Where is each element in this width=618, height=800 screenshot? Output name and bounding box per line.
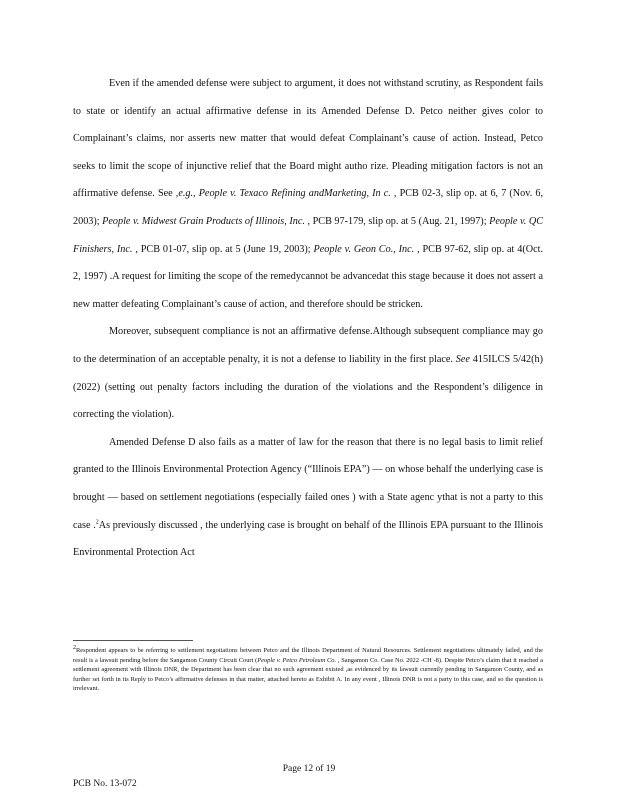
docket-number: PCB No. 13-072 <box>73 779 137 789</box>
footnote-reference[interactable]: 2 <box>95 519 99 526</box>
citation: ,e.g., People v. Texaco Refining andMarketing, In c. <box>175 188 391 200</box>
footnote-2: $^2$Respondent appears to be referring to settlement negotiations between Petco and the Illinois Department of Natural Resources. Settlement negotiations ultimately failed, and the result is a lawsuit pending before the Sangamon County Circuit Court (People v. Petco Petroleum Co. , Sangamon Co. Case No. 2022 -CH -8). Despite Petco’s claim that it reached a settlement agreement with Illinois DNR, the Department has been clear that no such agreement existed ,as evidenced by its lawsuit currently pending in Sangamon County, and as further set forth in its Reply to Petco’s affirmative defenses in that matter, attached hereto as Exhibit A. In any event , Illinois DNR is not a party to this case, and so the question is irrelevant. <box>73 644 543 693</box>
paragraph-1: Even if the amended defense were subject to argument, it does not withstand scrutiny, as Respondent fails to state or identify an actual affirmative defense in its Amended Defense D. Petco neither gives color to Complainant’s claims, nor asserts new matter that would defeat Complainant’s cause of action. Instead, Petco seeks to limit the scope of injunctive relief that the Board might autho rize. Pleading mitigation factors is not an affirmative defense. See ,e.g., People v. Texaco Refining andMarketing, In c. , PCB 02-3, slip op. at 6, 7 (Nov. 6, 2003); People v. Midwest Grain Products of Illinois, Inc. , PCB 97-179, slip op. at 5 (Aug. 21, 1997); People v. QC Finishers, Inc. , PCB 01-07, slip op. at 5 (June 19, 2003); People v. Geon Co., Inc. , PCB 97-62, slip op. at 4(Oct. 2, 1997) .A request for limiting the scope of the remedycannot be advancedat this stage because it does not assert a new matter defeating Complainant’s cause of action, and therefore should be stricken. <box>73 78 544 310</box>
footnote-separator <box>73 640 193 641</box>
page-number: Page 12 of 19 <box>282 764 336 774</box>
citation: People v. Geon Co., Inc. <box>313 243 415 255</box>
citation: People v. Petco Petroleum Co. <box>257 656 337 664</box>
paragraph-3: Amended Defense D also fails as a matter of law for the reason that there is no legal basis to limit relief granted to the Illinois Environmental Protection Agency (“Illinois EPA”) — on whose behalf the underlying case is brought — based on settlement negotiations (especially failed ones ) with a State agenc ythat is not a party to this case .$^2$As previously discussed , the underlying case is brought on behalf of the Illinois EPA pursuant to the Illinois Environmental Protection Act <box>73 436 543 559</box>
footnote-mark: 2 <box>73 644 76 651</box>
paragraph-2: Moreover, subsequent compliance is not an affirmative defense.Although subsequent compliance may go to the determination of an acceptable penalty, it is not a defense to liability in the first place. See 415ILCS 5/42(h) (2022) (setting out penalty factors including the duration of the violations and the Respondent’s diligence in correcting the violation). <box>73 326 543 421</box>
citation: People v. Midwest Grain Products of Illinois, Inc. <box>102 215 305 227</box>
signal-see: See <box>455 353 470 365</box>
citation: People v. QC Finishers, Inc. <box>73 215 543 255</box>
body-text <box>73 70 543 567</box>
